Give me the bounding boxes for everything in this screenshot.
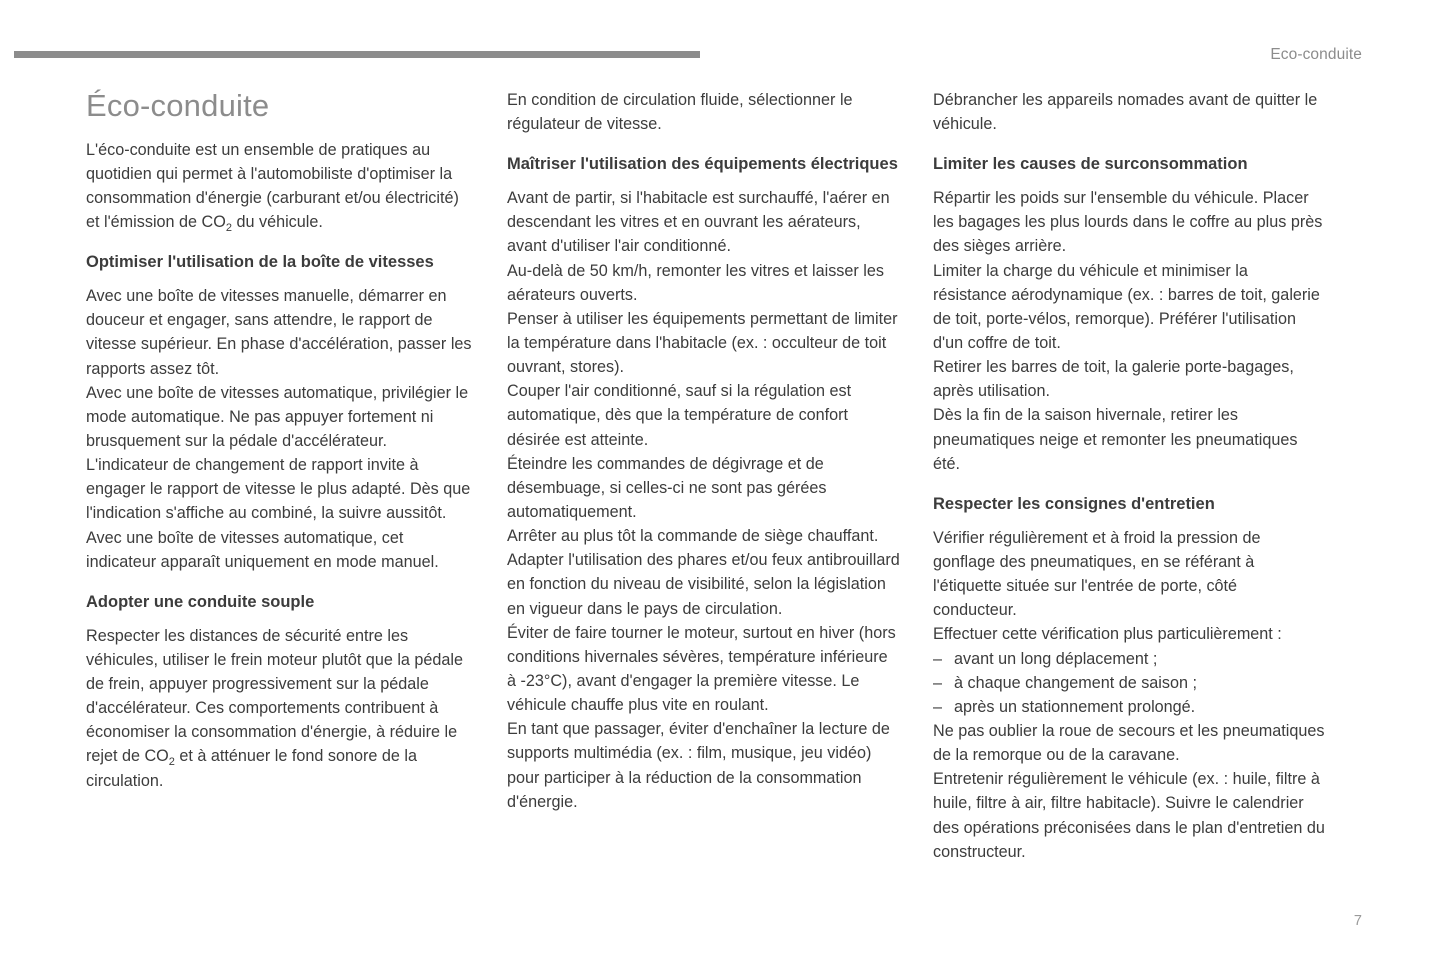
paragraph-regulateur-vitesse: En condition de circulation fluide, sélectionner le régulateur de vitesse. bbox=[507, 91, 853, 134]
intro-text-b: du véhicule. bbox=[231, 213, 323, 232]
page-title: Éco-conduite bbox=[86, 88, 270, 123]
paragraph-moteur-hiver: Éviter de faire tourner le moteur, surtout en hiver (hors conditions hivernales sévères, température inférieure à -23°C), avant d'engager la première vitesse. Le véhicule chauffe plus vite en roulant. bbox=[507, 623, 896, 715]
paragraph-phares-antibrouillard: Adapter l'utilisation des phares et/ou feux antibrouillard en fonction du niveau de visibilité, selon la législation en vigueur dans le pays de circulation. bbox=[507, 551, 900, 618]
list-item-label: à chaque changement de saison ; bbox=[954, 673, 1197, 692]
co2-subscript: 2 bbox=[225, 222, 232, 235]
souple-text-b: et à atténuer le fond sonore de la circulation. bbox=[86, 747, 417, 790]
heading-conduite-souple: Adopter une conduite souple bbox=[86, 592, 315, 611]
list-item-label: avant un long déplacement ; bbox=[954, 649, 1158, 668]
paragraph-limiter-charge: Limiter la charge du véhicule et minimiser la résistance aérodynamique (ex. : barres de toit, galerie de toit, porte-vélos, remorque). Préférer l'utilisation d'un coffre de toit. bbox=[933, 261, 1320, 353]
paragraph-appareils-nomades: Débrancher les appareils nomades avant de quitter le véhicule. bbox=[933, 91, 1318, 134]
dash-bullet: – bbox=[933, 673, 943, 692]
page-header bbox=[0, 46, 1445, 70]
paragraph-couper-air-conditionne: Couper l'air conditionné, sauf si la régulation est automatique, dès que la température de confort désirée est atteinte. bbox=[507, 382, 852, 449]
heading-surconsommation: Limiter les causes de surconsommation bbox=[933, 155, 1248, 174]
header-rule bbox=[14, 51, 700, 58]
paragraph-boite-automatique: Avec une boîte de vitesses automatique, privilégier le mode automatique. Ne pas appuyer fortement ni brusquement sur la pédale d'accélérateur. bbox=[86, 383, 469, 450]
paragraph-repartir-poids: Répartir les poids sur l'ensemble du véhicule. Placer les bagages les plus lourds dans le coffre au plus près des sièges arrière. bbox=[933, 189, 1323, 256]
list-item bbox=[933, 671, 1325, 695]
content-columns bbox=[86, 88, 1366, 864]
verification-list bbox=[933, 647, 1325, 719]
paragraph-passager-multimedia: En tant que passager, éviter d'enchaîner la lecture de supports multimédia (ex. : film, musique, jeu vidéo) pour participer à la réduction de la consommation d'énergie. bbox=[507, 720, 890, 811]
heading-optimiser-boite: Optimiser l'utilisation de la boîte de vitesses bbox=[86, 253, 434, 272]
paragraph-verification-particuliere: Effectuer cette vérification plus particulièrement : bbox=[933, 625, 1282, 644]
list-item bbox=[933, 695, 1325, 719]
intro-paragraph bbox=[86, 138, 474, 235]
co2-subscript-2: 2 bbox=[168, 756, 175, 769]
dash-bullet: – bbox=[933, 649, 943, 668]
dash-bullet: – bbox=[933, 697, 943, 716]
paragraph-pression-gonflage: Vérifier régulièrement et à froid la pression de gonflage des pneumatiques, en se référant à l'étiquette située sur l'entrée de porte, côté conducteur. bbox=[933, 528, 1261, 620]
intro-text-a: L'éco-conduite est un ensemble de pratiques au quotidien qui permet à l'automobiliste d'optimiser la consommation d'énergie (carburant et/ou électricité) et l'émission de CO bbox=[86, 140, 459, 232]
list-item bbox=[933, 647, 1325, 671]
paragraph-habitacle-surchauffe: Avant de partir, si l'habitacle est surchauffé, l'aérer en descendant les vitres et en ouvrant les aérateurs, avant d'utiliser l'air conditionné. bbox=[507, 189, 890, 256]
paragraph-degivrage: Éteindre les commandes de dégivrage et de désembuage, si celles-ci ne sont pas gérées automatiquement. bbox=[507, 454, 827, 522]
header-title: Eco-conduite bbox=[1270, 46, 1362, 63]
column-three bbox=[933, 88, 1325, 864]
paragraph-entretien-regulier: Entretenir régulièrement le véhicule (ex. : huile, filtre à huile, filtre à air, filtre habitacle). Suivre le calendrier des opérations préconisées dans le plan d'entretien du constructeur. bbox=[933, 770, 1325, 861]
column-two bbox=[507, 88, 900, 864]
column-one bbox=[86, 88, 474, 864]
paragraph-indicateur-mode-manuel: Avec une boîte de vitesses automatique, cet indicateur apparaît uniquement en mode manuel. bbox=[86, 528, 439, 571]
paragraph-pneumatiques-saison: Dès la fin de la saison hivernale, retirer les pneumatiques neige et remonter les pneumatiques été. bbox=[933, 406, 1298, 473]
paragraph-roue-secours: Ne pas oublier la roue de secours et les pneumatiques de la remorque ou de la caravane. bbox=[933, 721, 1325, 765]
paragraph-50kmh: Au-delà de 50 km/h, remonter les vitres et laisser les aérateurs ouverts. bbox=[507, 261, 884, 304]
souple-text-a: Respecter les distances de sécurité entre les véhicules, utiliser le frein moteur plutôt que la pédale de frein, appuyer progressivement sur la pédale d'accélérateur. Ces comportements contribuent à économiser la consommation d'énergie, à réduire le rejet de CO bbox=[86, 626, 464, 766]
paragraph-limiter-temperature: Penser à utiliser les équipements permettant de limiter la température dans l'habitacle (ex. : occulteur de toit ouvrant, stores). bbox=[507, 309, 898, 377]
paragraph-conduite-souple bbox=[86, 624, 474, 793]
page-number: 7 bbox=[1353, 913, 1362, 929]
paragraph-boite-manuelle: Avec une boîte de vitesses manuelle, démarrer en douceur et engager, sans attendre, le rapport de vitesse supérieur. En phase d'accélération, passer les rapports assez tôt. bbox=[86, 287, 472, 378]
heading-equipements-electriques: Maîtriser l'utilisation des équipements électriques bbox=[507, 155, 898, 174]
paragraph-indicateur-rapport: L'indicateur de changement de rapport invite à engager le rapport de vitesse le plus adapté. Dès que l'indication s'affiche au combiné, la suivre aussitôt. bbox=[86, 456, 471, 523]
heading-consignes-entretien: Respecter les consignes d'entretien bbox=[933, 494, 1215, 513]
paragraph-siege-chauffant: Arrêter au plus tôt la commande de siège chauffant. bbox=[507, 527, 879, 546]
paragraph-retirer-barres-toit: Retirer les barres de toit, la galerie porte-bagages, après utilisation. bbox=[933, 358, 1294, 401]
list-item-label: après un stationnement prolongé. bbox=[954, 697, 1196, 716]
